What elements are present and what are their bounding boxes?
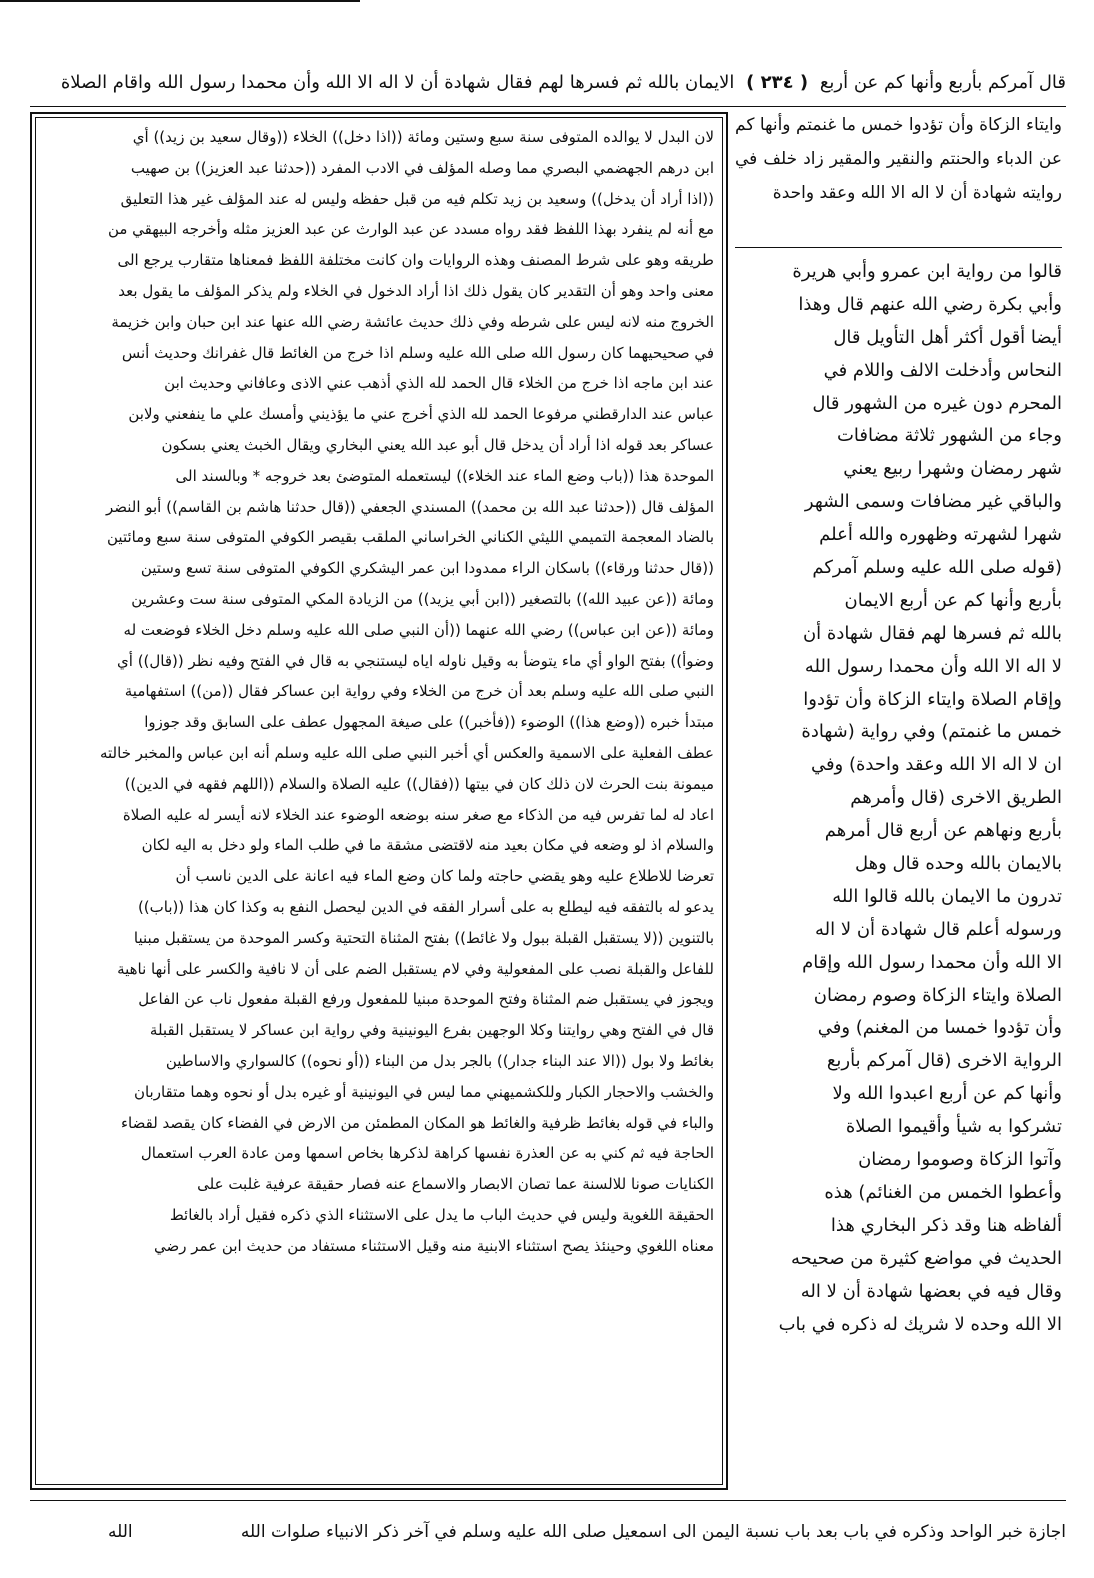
main-text-line: عباس عند الدارقطني مرفوعا الحمد لله الذي أخرج عني ما يؤذيني وأمسك علي ما ينفعني ولابن <box>128 405 714 424</box>
footer-line <box>30 1512 1066 1552</box>
margin-text-line: تشركوا به شيأ وأقيموا الصلاة <box>845 1116 1062 1138</box>
margin-text-line: المحرم دون غيره من الشهور قال <box>812 392 1062 414</box>
main-text-line: بالتنوين ((لا يستقبل القبلة ببول ولا غائط)) بفتح المثناة التحتية وكسر الموحدة من يستقبل مبنيا <box>133 928 714 947</box>
main-text-line: في صحيحيهما كان رسول الله صلى الله عليه وسلم اذا خرج من الغائط قال غفرانك وحديث أنس <box>121 343 714 362</box>
main-text-line: ((قال حدثنا ورقاء)) باسكان الراء ممدودا ابن عمر اليشكري الكوفي المتوفى سنة تسع وستين <box>140 559 714 578</box>
main-text-line: طريقه وهو على شرط المصنف وهذه الروايات وان كانت مختلفة اللفظ فمعناها متقارب يرجع الى <box>117 251 714 270</box>
main-text-line: بغائط ولا بول ((الا عند البناء جدار)) بالجر بدل من البناء ((أو نحوه)) كالسواري والاساطين <box>165 1051 714 1070</box>
margin-text-line: بأربع ونهاهم عن أربع قال أمرهم <box>824 820 1062 842</box>
main-text-line: مبتدأ خبره ((وضع هذا)) الوضوء ((فأخبر)) على صيغة المجهول عطف على السابق وقد جوزوا <box>144 713 714 732</box>
main-text-line: والخشب والاحجار الكبار وللكشميهني مما ليس في اليونينية أو غيره بدل أو نحوه وهما متقاربان <box>133 1082 714 1101</box>
margin-text-line: ورسوله أعلم قال شهادة أن لا اله <box>814 918 1062 940</box>
main-text-line: معناه اللغوي وحينئذ يصح استثناء الابنية منه وقيل الاستثناء مستفاد من حديث ابن عمر رضي <box>154 1236 714 1255</box>
margin-text-line: الصلاة وايتاء الزكاة وصوم رمضان <box>813 984 1062 1006</box>
margin-text-line: الرواية الاخرى (قال آمركم بأربع <box>826 1050 1062 1072</box>
main-commentary-column <box>44 122 714 1480</box>
header-text-right: قال آمركم بأربع وأنها كم عن أربع <box>819 72 1066 93</box>
main-text-line: لان البدل لا يوالده المتوفى سنة سبع وستين ومائة ((اذا دخل)) الخلاء ((وقال سعيد بن زيد)) أي <box>132 128 714 146</box>
main-text-line: عطف الفعلية على الاسمية والعكس أي أخبر النبي صلى الله عليه وسلم أنه ابن عباس والمخبر خالته <box>99 743 714 762</box>
margin-text-line: وآتوا الزكاة وصوموا رمضان <box>858 1149 1062 1171</box>
margin-text-line: تدرون ما الايمان بالله قالوا الله <box>832 885 1062 907</box>
margin-text-line: بالله ثم فسرها لهم فقال شهادة أن <box>802 622 1062 644</box>
margin-text-line: الا الله وأن محمدا رسول الله وإقام <box>802 951 1062 973</box>
margin-text-line: الطريق الاخرى (قال وأمرهم <box>850 787 1062 809</box>
main-text-line: ((اذا أراد أن يدخل)) وسعيد بن زيد تكلم فيه من قبل حفظه وليس له عند المؤلف غير هذا التعليق <box>120 189 714 208</box>
main-text-line: مع أنه لم ينفرد بهذا اللفظ فقد رواه مسدد عن عبد الوارث عن عبد العزيز مثله وأخرجه البيهقي من <box>107 220 714 239</box>
main-text-line: عساكر بعد قوله اذا أراد أن يدخل قال أبو عبد الله يعني البخاري ويقال الخبث يعني بسكون <box>161 435 714 454</box>
margin-text-line: خمس ما غنمتم) وفي رواية (شهادة <box>801 721 1062 743</box>
margin-text-line: وجاء من الشهور ثلاثة مضافات <box>836 425 1062 447</box>
margin-commentary-column <box>735 256 1062 1490</box>
main-text-line: يدعو له بالتفقه فيه ليطلع به على أسرار الفقه في الدين ليحصل النفع به وكذا كان هذا ((باب)) <box>137 897 714 916</box>
main-text-line: للفاعل والقبلة نصب على المفعولية وفي لام يستقبل الضم على أن لا نافية والكسر على أنها ناهية <box>117 959 714 978</box>
margin-text-line: بأربع وأنها كم عن أربع الايمان <box>844 589 1062 611</box>
margin-text-line: ان لا اله الا الله وعقد واحدة) وفي <box>810 754 1062 776</box>
main-text-line: تعرضا للاطلاع عليه وهو يقضي حاجته ولما كان وضع الماء فيه اعانة على الدين ناسب أن <box>175 867 714 886</box>
footer-continuation-text: اجازة خبر الواحد وذكره في باب بعد باب نسبة اليمن الى اسمعيل صلى الله عليه وسلم في آخر ذكر الانبياء صلوات الله <box>240 1522 1066 1542</box>
margin-text-line: أيضا أقول أكثر أهل التأويل قال <box>833 326 1062 348</box>
main-text-line: الحقيقة اللغوية وليس في حديث الباب ما يدل على الاستثناء الذي ذكره فقيل أراد بالغائط <box>169 1205 714 1224</box>
main-text-line: بالضاد المعجمة التميمي الليثي الكناني الخراساني الملقب بقيصر الكوفي المتوفى سنة سبع ومائتين <box>107 528 714 547</box>
margin-text-line: وأعطوا الخمس من الغنائم) هذه <box>824 1181 1062 1203</box>
main-text-line: ومائة ((عن ابن عباس)) رضي الله عنهما ((أن النبي صلى الله عليه وسلم دخل الخلاء فوضعت له <box>123 620 714 639</box>
header-divider <box>30 106 1066 107</box>
page-number: ( ٢٣٤ ) <box>746 72 809 93</box>
main-text-line: الكنايات صونا للالسنة عما تصان الابصار والاسماع عنه فصار حقيقة عرفية غلبت على <box>197 1175 714 1194</box>
main-text-line: ويجوز في يستقبل ضم المثناة وفتح الموحدة مبنيا للمفعول ورفع القبلة مفعول ناب عن الفاعل <box>138 990 714 1009</box>
main-text-line: والسلام اذ لو وضعه في مكان بعيد منه لاقتضى مشقة ما في طلب الماء ولو دخل به اليه لكان <box>141 836 714 855</box>
main-text-line: والباء في قوله بغائط ظرفية والغائط هو المكان المطمئن من الارض في الفضاء كان يقصد لقضاء <box>120 1113 714 1132</box>
main-text-line: النبي صلى الله عليه وسلم بعد أن خرج من الخلاء وفي رواية ابن عساكر فقال ((من)) استفهامية <box>124 682 714 701</box>
matn-top-block: وايتاء الزكاة وأن تؤدوا خمس ما غنمتم وأنها كم عن الدباء والحنتم والنقير والمقير زاد خلف في روايته شهادة أن لا اله الا الله وعقد واحدة <box>735 115 1062 203</box>
main-text-line: الخروج منه لانه ليس على شرطه وفي ذلك حديث عائشة رضي الله عنها عند ابن حبان وابن خزيمة <box>111 312 714 331</box>
margin-text-line: شهرا لشهرته وظهوره والله أعلم <box>819 524 1062 546</box>
margin-text-line: وأن تؤدوا خمسا من المغنم) وفي <box>817 1017 1062 1039</box>
header-text-left: الايمان بالله ثم فسرها لهم فقال شهادة أن لا اله الا الله وأن محمدا رسول الله واقام الصلاة <box>60 72 735 93</box>
margin-text-line: وإقام الصلاة وايتاء الزكاة وأن تؤدوا <box>803 688 1062 710</box>
main-text-line: المؤلف قال ((حدثنا عبد الله بن محمد)) المسندي الجعفي ((قال حدثنا هاشم بن القاسم)) أبو النضر <box>105 497 714 516</box>
margin-text-line: والباقي غير مضافات وسمى الشهر <box>804 491 1062 513</box>
margin-text-line: وأنها كم عن أربع اعبدوا الله ولا <box>832 1083 1062 1105</box>
margin-text-line: قالوا من رواية ابن عمرو وأبي هريرة <box>792 261 1062 282</box>
margin-text-line: وقال فيه في بعضها شهادة أن لا اله <box>800 1280 1062 1302</box>
main-text-line: عند ابن ماجه اذا خرج من الخلاء قال الحمد لله الذي أذهب عني الاذى وعافاني وحديث ابن <box>164 374 714 393</box>
margin-text-line: وأبي بكرة رضي الله عنهم قال وهذا <box>798 293 1062 315</box>
matn-divider <box>735 247 1062 248</box>
main-text-line: ميمونة بنت الحرث لان ذلك كان في بيتها ((فقال)) عليه الصلاة والسلام ((اللهم فقهه في الدين)) <box>124 774 714 793</box>
main-text-line: معنى واحد وهو أن التقدير كان يقول ذلك اذا أراد الدخول في الخلاء ولم يذكر المؤلف ما يقول بعد <box>118 281 714 300</box>
margin-text-line: شهر رمضان وشهرا ربيع يعني <box>843 458 1062 480</box>
footer-divider <box>30 1500 1066 1501</box>
catchword: الله <box>108 1522 133 1542</box>
margin-text-line: لا اله الا الله وأن محمدا رسول الله <box>804 655 1062 677</box>
top-edge-rule <box>0 0 360 9</box>
main-text-line: ابن درهم الجهضمي البصري مما وصله المؤلف في الادب المفرد ((حدثنا عبد العزيز)) بن صهيب <box>130 158 714 177</box>
main-text-line: الموحدة هذا ((باب وضع الماء عند الخلاء)) ليستعمله المتوضئ بعد خروجه * وبالسند الى <box>175 466 714 485</box>
margin-text-line: بالايمان بالله وحده قال وهل <box>854 853 1062 875</box>
margin-text-line: ألفاظه هنا وقد ذكر البخاري هذا <box>830 1214 1062 1236</box>
margin-text-line: النحاس وأدخلت الالف واللام في <box>823 359 1062 381</box>
main-text-line: الحاجة فيه ثم كني به عن العذرة نفسها كراهة لذكرها بخاص اسمها ومن عادة العرب استعمال <box>140 1144 714 1163</box>
main-text-line: اعاد له لما تفرس فيه من الذكاء مع صغر سنه بوضعه الوضوء عند الخلاء لانه أيسر له عليه الصلاة <box>122 805 714 824</box>
margin-text-line: (قوله صلى الله عليه وسلم آمركم <box>812 557 1062 579</box>
margin-text-line: الحديث في مواضع كثيرة من صحيحه <box>790 1247 1062 1269</box>
main-text-line: وضوأ)) بفتح الواو أي ماء يتوضأ به وقيل ناوله اياه ليستنجي به قال في الفتح وفيه نظر ((قال)) أي <box>117 651 714 670</box>
main-text-line: قال في الفتح وهي روايتنا وكلا الوجهين بفرع اليونينية وفي رواية ابن عساكر لا يستقبل القبلة <box>149 1021 714 1040</box>
running-header <box>30 66 1066 100</box>
margin-text-line: الا الله وحده لا شريك له ذكره في باب <box>778 1313 1062 1335</box>
main-text-line: ومائة ((عن عبيد الله)) بالتصغير ((ابن أبي يزيد)) من الزيادة المكي المتوفى سنة ست وعشرين <box>131 589 714 608</box>
